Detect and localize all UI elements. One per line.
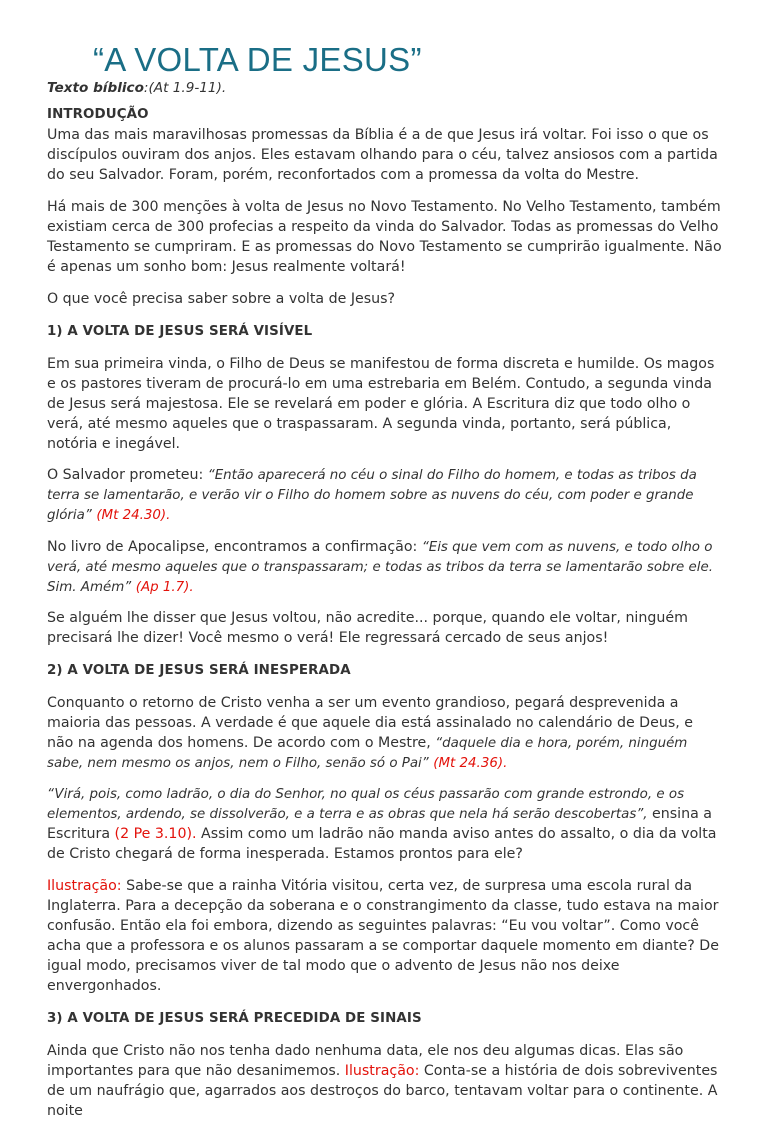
document-body <box>47 79 723 1121</box>
s2-p2-quote: “Virá, pois, como ladrão, o dia do Senhor, no qual os céus passarão com grande estrondo, e os elementos, ardendo, se dissolverão, e a terra e as obras que nela há serão descobertas”, <box>47 787 685 822</box>
s1-p2-lead: O Salvador prometeu: <box>47 467 208 483</box>
section-2-illustration <box>47 876 723 996</box>
section-1-paragraph-4: Se alguém lhe disser que Jesus voltou, não acredite... porque, quando ele voltar, ninguém precisará lhe dizer! Você mesmo o verá! Ele regressará cercado de seus anjos! <box>47 610 688 646</box>
section-3-paragraph-1 <box>47 1041 723 1121</box>
s1-p2-quote: “Então aparecerá no céu o sinal do Filho do homem, e todas as tribos da terra se lamentarão, e verão vir o Filho do homem sobre as nuvens do céu, com poder e grande glória” <box>47 468 697 523</box>
section-2-heading: 2) A VOLTA DE JESUS SERÁ INESPERADA <box>47 663 351 678</box>
section-1-heading: 1) A VOLTA DE JESUS SERÁ VISÍVEL <box>47 324 313 339</box>
s2-p1-lead: Conquanto o retorno de Cristo venha a ser um evento grandioso, pegará desprevenida a maioria das pessoas. A verdade é que aquele dia está assinalado no calendário de Deus, e não na agenda dos homens. De acordo com o Mestre, <box>47 695 693 751</box>
section-1-paragraph-2 <box>47 465 723 525</box>
s3-p1-tail: Conta-se a história de dois sobreviventes de um naufrágio que, agarrados aos destroços do barco, tentavam voltar para o continente. A noite <box>47 1063 718 1119</box>
s1-p3-lead: No livro de Apocalipse, encontramos a confirmação: <box>47 539 422 555</box>
s1-p3-quote: “Eis que vem com as nuvens, e todo olho o verá, até mesmo aqueles que o transpassaram; e todas as tribos da terra se lamentarão sobre ele. Sim. Amém” <box>47 540 714 595</box>
intro-paragraph-2: Há mais de 300 menções à volta de Jesus no Novo Testamento. No Velho Testamento, também existiam cerca de 300 profecias a respeito da vinda do Salvador. Todas as promessas do Velho Testamento se cumpriram. E as promessas do Novo Testamento se cumprirão igualmente. Não é apenas um sonho bom: Jesus realmente voltará! <box>47 199 722 275</box>
intro-paragraph-1: Uma das mais maravilhosas promessas da Bíblia é a de que Jesus irá voltar. Foi isso o que os discípulos ouviram dos anjos. Eles estavam olhando para o céu, talvez ansiosos com a partida do seu Salvador. Foram, porém, reconfortados com a promessa da volta do Mestre. <box>47 127 718 183</box>
section-1-paragraph-3 <box>47 537 723 597</box>
s2-p2-mid: ensina a Escritura <box>47 806 712 842</box>
document-title: “A VOLTA DE JESUS” <box>93 41 422 78</box>
s3-p1-lead: Ainda que Cristo não nos tenha dado nenhuma data, ele nos deu algumas dicas. Elas são importantes para que não desanimemos. <box>47 1043 684 1079</box>
section-3-heading: 3) A VOLTA DE JESUS SERÁ PRECEDIDA DE SINAIS <box>47 1011 422 1026</box>
intro-question: O que você precisa saber sobre a volta de Jesus? <box>47 291 396 307</box>
s1-p2-ref: (Mt 24.30). <box>96 508 171 523</box>
section-1-paragraph-1: Em sua primeira vinda, o Filho de Deus se manifestou de forma discreta e humilde. Os magos e os pastores tiveram de procurá-lo em uma estrebaria em Belém. Contudo, a segunda vinda de Jesus será majestosa. Ele se revelará em poder e glória. A Escritura diz que todo olho o verá, até mesmo aqueles que o traspassaram. A segunda vinda, portanto, será pública, notória e inegável. <box>47 356 715 452</box>
s3-illustration-label: Ilustração: <box>344 1063 420 1079</box>
texto-biblico-ref: :(At 1.9-11). <box>143 80 227 96</box>
texto-biblico-label: Texto bíblico <box>47 80 144 96</box>
s2-p1-ref: (Mt 24.36). <box>433 756 508 771</box>
section-2-paragraph-1 <box>47 693 723 773</box>
intro-heading: INTRODUÇÃO <box>47 107 149 122</box>
section-2-paragraph-2 <box>47 784 723 864</box>
s2-p1-quote: “daquele dia e hora, porém, ninguém sabe, nem mesmo os anjos, nem o Filho, senão só o Pai” <box>47 736 688 771</box>
texto-biblico-line <box>47 79 723 97</box>
s2-p2-tail: Assim como um ladrão não manda aviso antes do assalto, o dia da volta de Cristo chegará de forma inesperada. Estamos prontos para ele? <box>47 826 717 862</box>
s2-illustration-text: Sabe-se que a rainha Vitória visitou, certa vez, de surpresa uma escola rural da Inglaterra. Para a decepção da soberana e o constrangimento da classe, tudo estava na maior confusão. Então ela foi embora, dizendo as seguintes palavras: “Eu vou voltar”. Como você acha que a professora e os alunos passaram a se comportar daquele momento em diante? De igual modo, precisamos viver de tal modo que o advento de Jesus não nos deixe envergonhados. <box>47 878 719 994</box>
s2-p2-ref: (2 Pe 3.10). <box>114 826 197 842</box>
s2-illustration-label: Ilustração: <box>47 878 122 894</box>
s1-p3-ref: (Ap 1.7). <box>135 580 194 595</box>
